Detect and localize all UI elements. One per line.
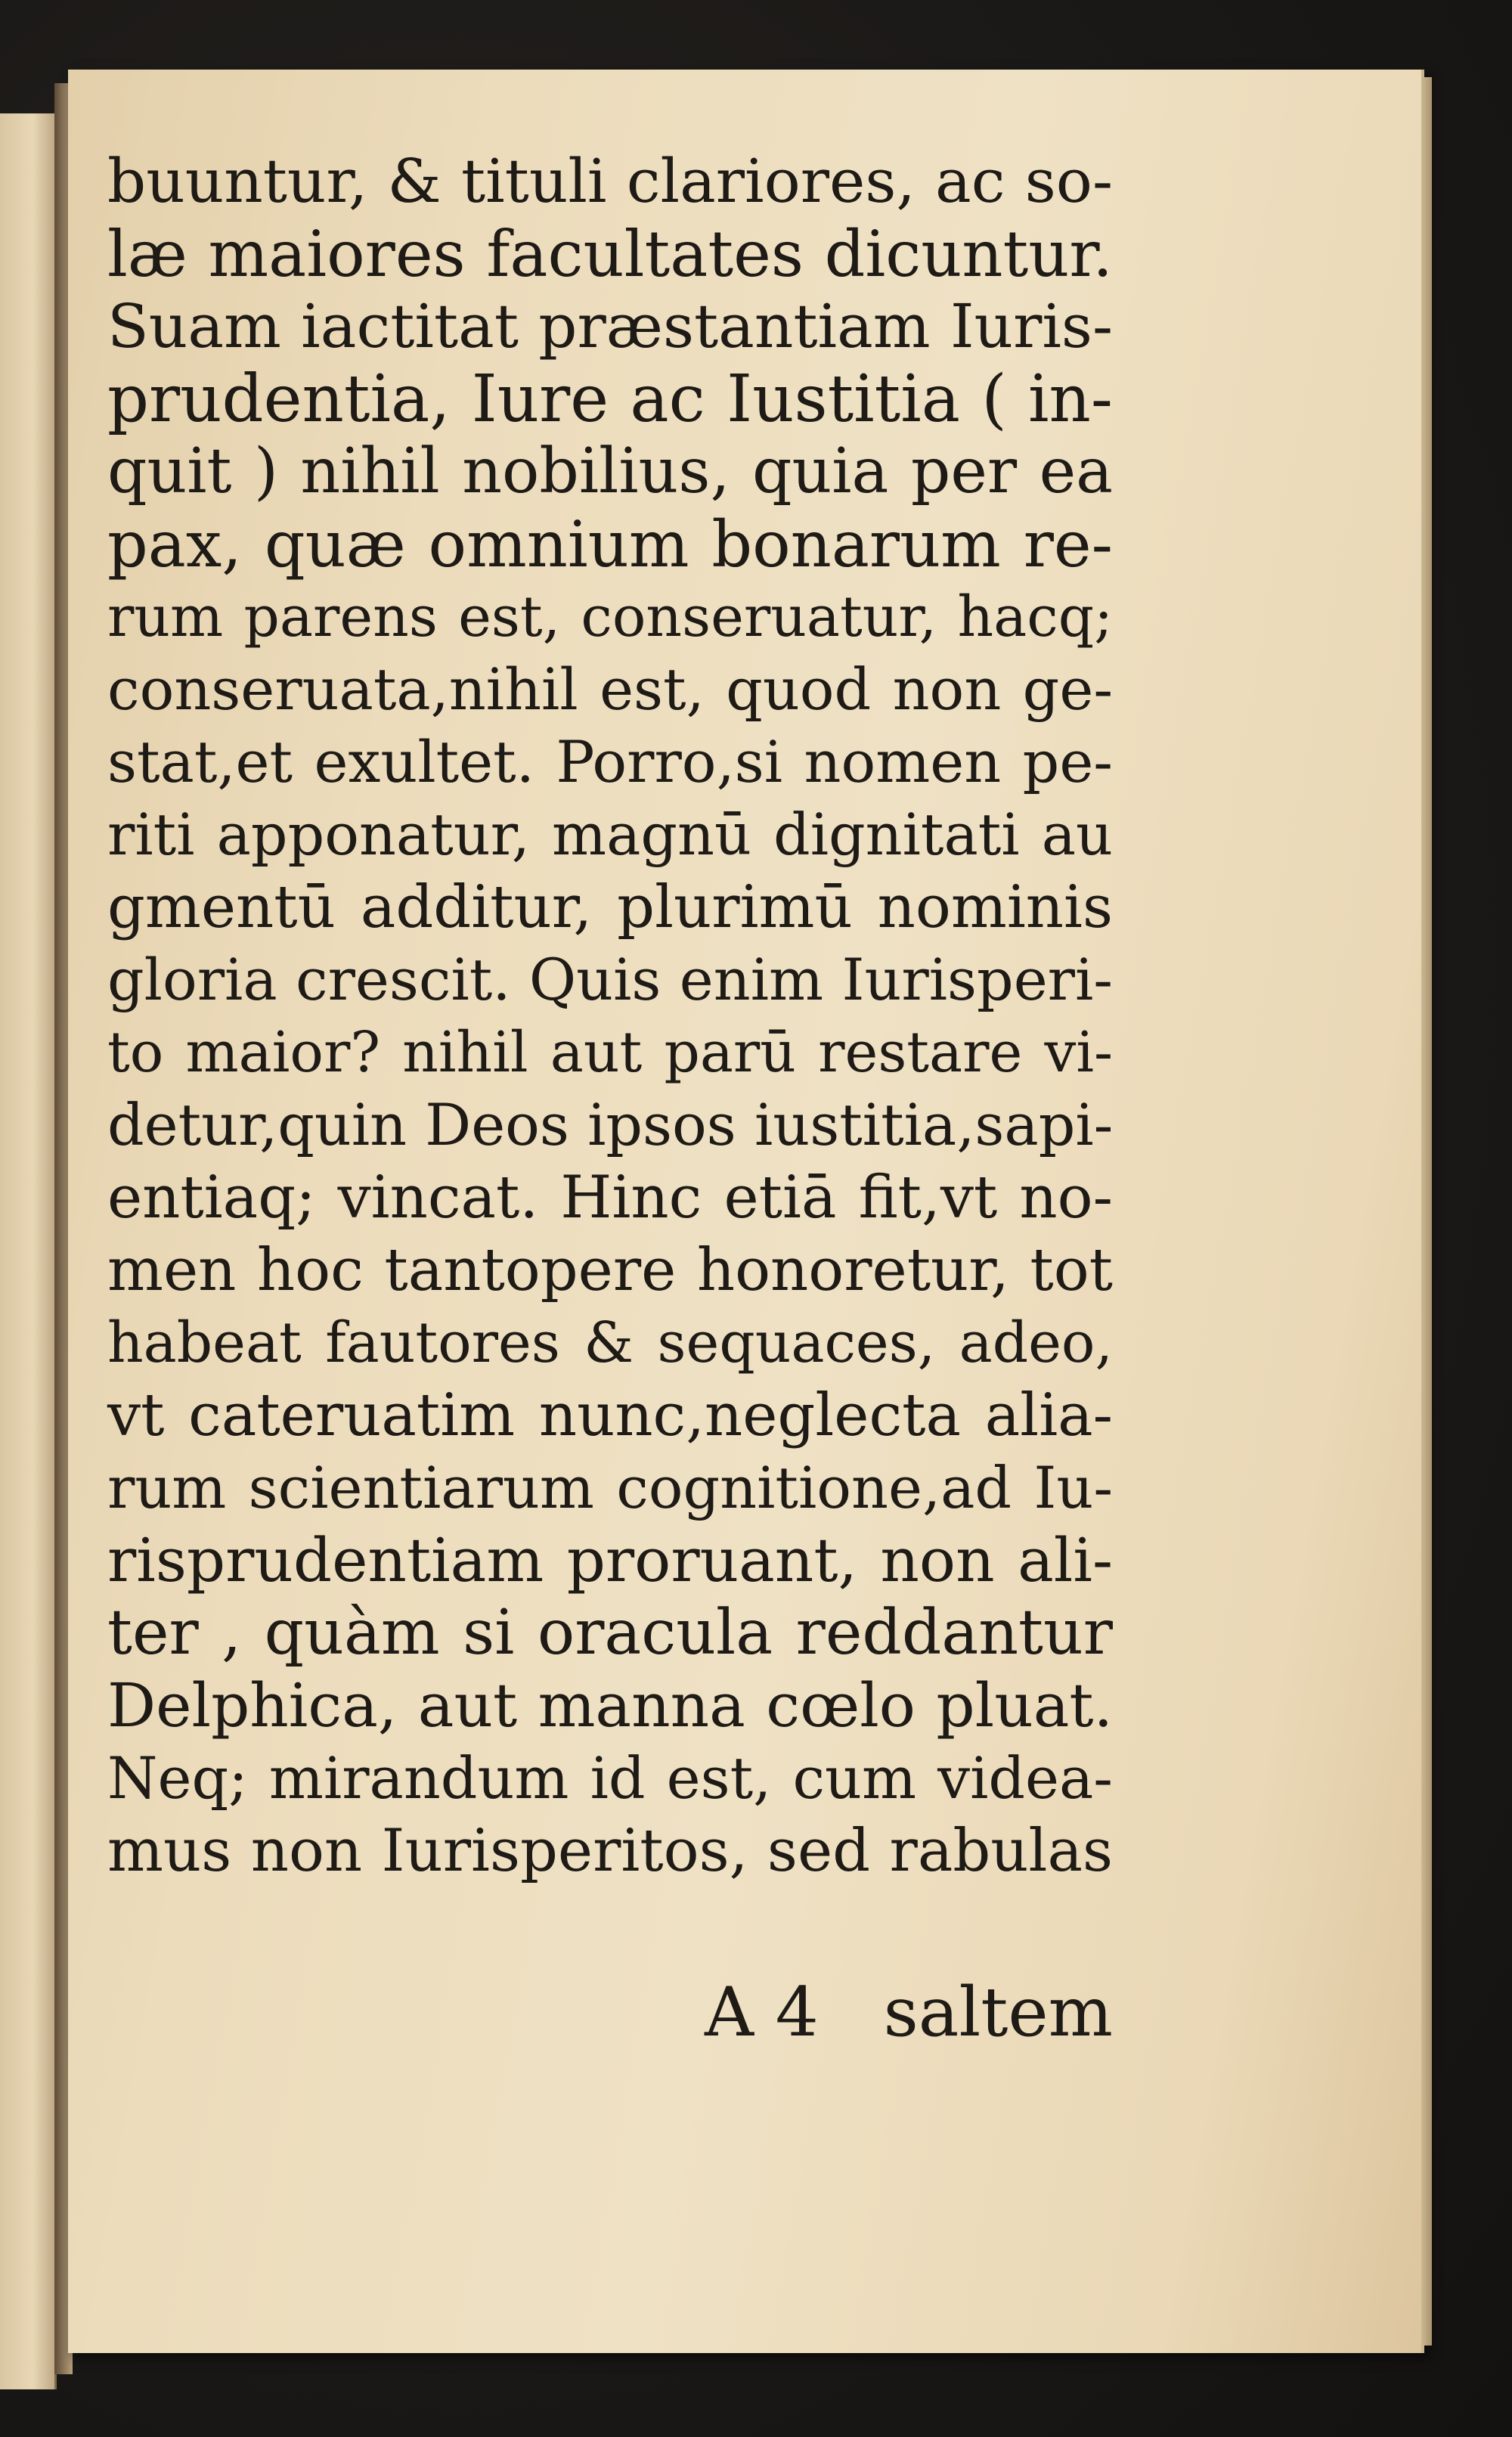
text-line: conseruata,nihil est, quod non ge- xyxy=(107,656,1113,723)
text-line: quit ) nihil nobilius, quia per ea xyxy=(107,436,1113,507)
page-edge xyxy=(1421,77,1432,2346)
text-line: pax, quæ omnium bonarum re- xyxy=(107,507,1113,581)
text-line: rum scientiarum cognitione,ad Iu- xyxy=(107,1454,1113,1521)
text-line: Suam iactitat præstantiam Iuris- xyxy=(107,291,1113,361)
text-line: men hoc tantopere honoretur, tot xyxy=(107,1236,1113,1304)
body-text xyxy=(107,145,1113,1887)
text-line: habeat fautores & sequaces, adeo, xyxy=(107,1310,1113,1375)
text-line: gmentū additur, plurimū nominis xyxy=(107,873,1113,941)
facing-page-edge xyxy=(0,113,57,2389)
text-line: rum parens est, conseruatur, hacq; xyxy=(107,584,1113,650)
text-line: buuntur, & tituli clariores, ac so- xyxy=(107,146,1113,216)
text-line: læ maiores facultates dicuntur. xyxy=(107,217,1113,291)
text-line: riti apponatur, magnū dignitati au xyxy=(107,801,1113,868)
text-line: Neq; mirandum id est, cum videa- xyxy=(107,1744,1113,1812)
book-page xyxy=(68,70,1424,2353)
text-line: to maior? nihil aut parū restare vi- xyxy=(107,1020,1113,1085)
page-footer xyxy=(107,1975,1113,2051)
text-line: Delphica, aut manna cœlo pluat. xyxy=(107,1670,1113,1741)
signature-mark: A 4 xyxy=(705,1973,819,2052)
text-line: detur,quin Deos ipsos iustitia,sapi- xyxy=(107,1091,1114,1158)
text-line: stat,et exultet. Porro,si nomen pe- xyxy=(107,728,1113,795)
text-line: entiaq; vincat. Hinc etiā fit,vt no- xyxy=(107,1164,1113,1232)
text-line: vt cateruatim nunc,neglecta alia- xyxy=(107,1381,1113,1449)
catchword: saltem xyxy=(883,1973,1113,2052)
text-line: ter , quàm si oracula reddantur xyxy=(107,1597,1113,1669)
text-line: prudentia, Iure ac Iustitia ( in- xyxy=(107,361,1113,437)
text-line: risprudentiam proruant, non ali- xyxy=(107,1525,1113,1595)
text-line: gloria crescit. Quis enim Iurisperi- xyxy=(107,946,1113,1013)
text-line: mus non Iurisperitos, sed rabulas xyxy=(107,1817,1113,1885)
